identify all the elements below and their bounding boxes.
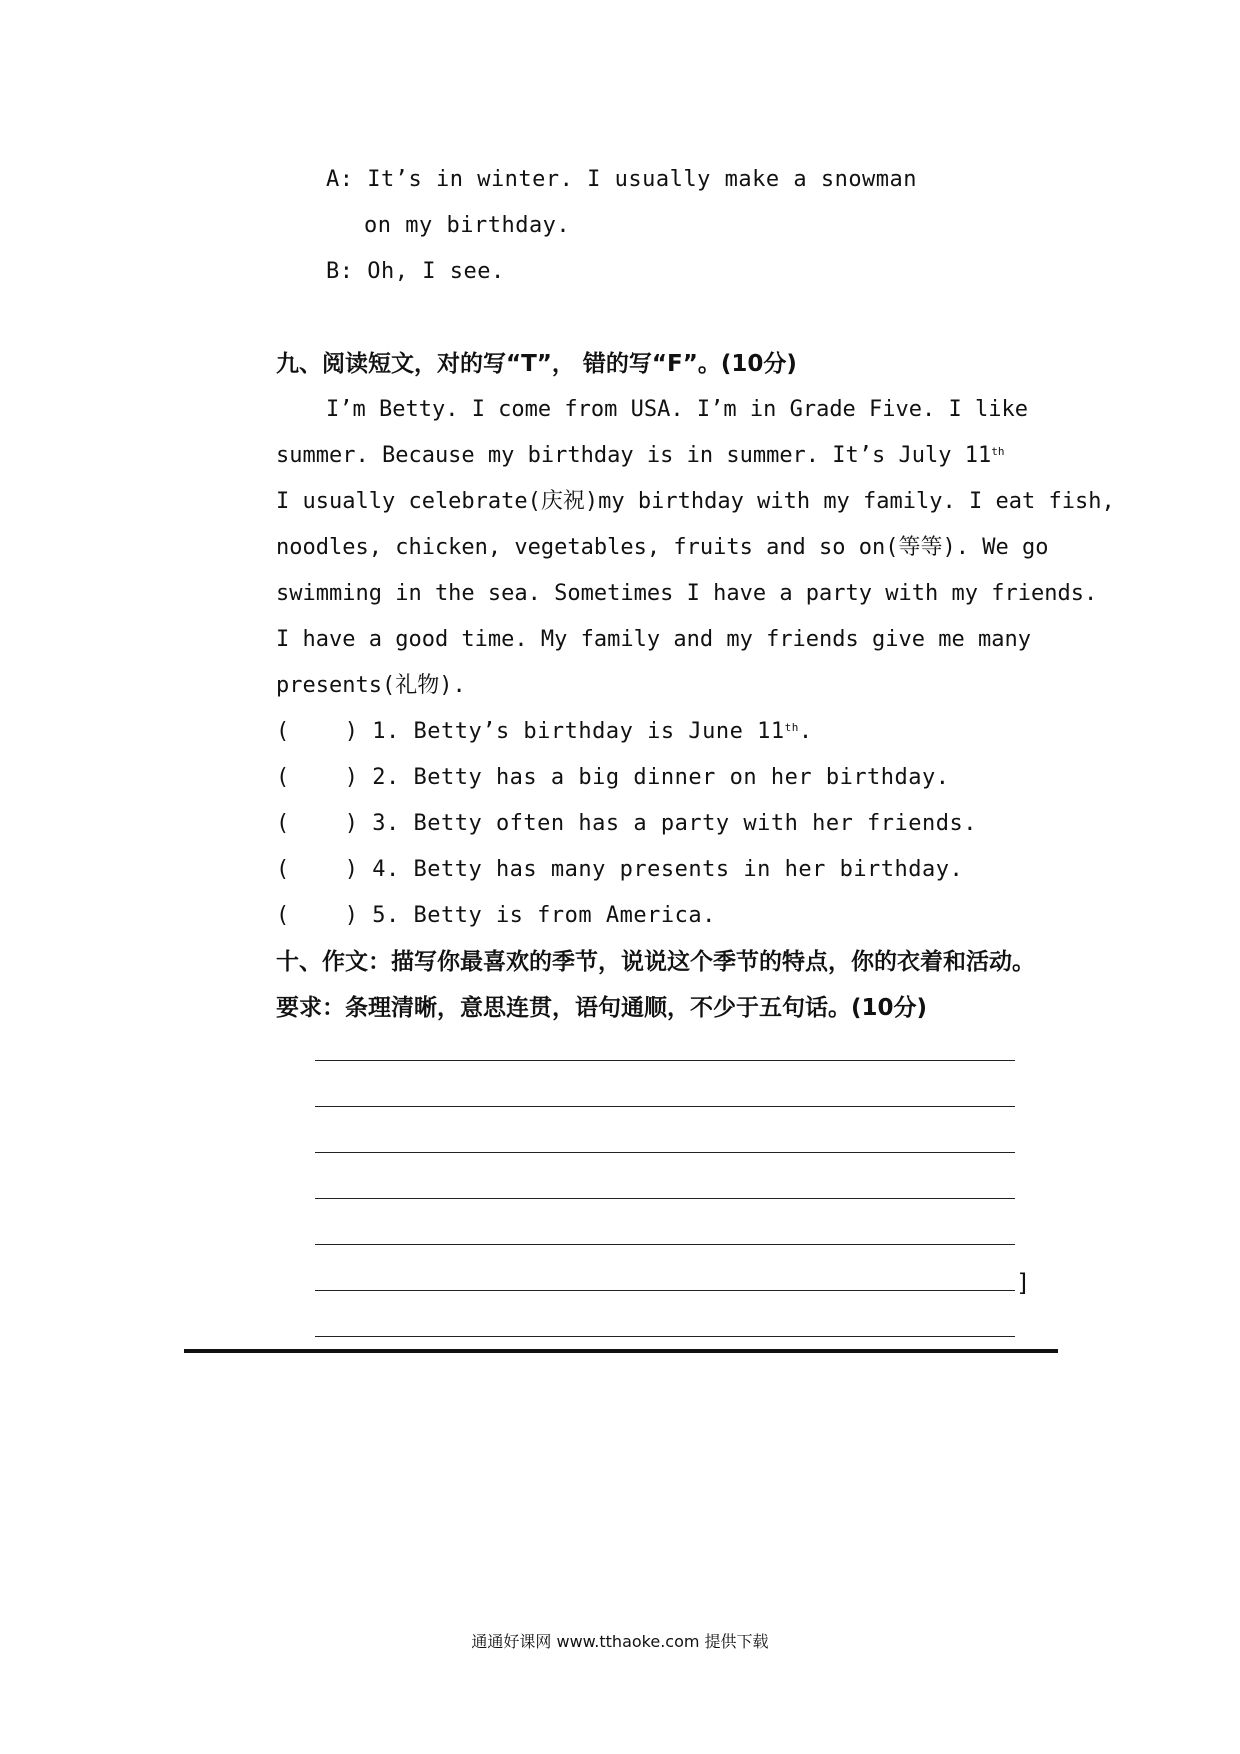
passage-line-2-sup: th bbox=[991, 445, 1005, 458]
question-4 bbox=[276, 855, 963, 885]
dialogue-a-line1: A: It’s in winter. I usually make a snowman bbox=[326, 167, 918, 192]
answer-blank-3[interactable]: ( ) bbox=[276, 811, 359, 836]
passage-line-1: I’m Betty. I come from USA. I’m in Grade Five. I like bbox=[326, 397, 1028, 422]
writing-line-1[interactable] bbox=[315, 1060, 1015, 1061]
writing-line-2[interactable] bbox=[315, 1106, 1015, 1107]
section10-requirement: 要求：条理清晰，意思连贯，语句通顺，不少于五句话。(10分) bbox=[276, 995, 928, 1021]
passage-line-5: swimming in the sea. Sometimes I have a party with my friends. bbox=[276, 581, 1098, 606]
writing-line-7[interactable] bbox=[315, 1336, 1015, 1337]
question-1-sup: th bbox=[784, 721, 799, 734]
passage-line-7: presents(礼物). bbox=[276, 673, 466, 698]
stray-bracket: ] bbox=[1016, 1269, 1031, 1297]
writing-line-6[interactable] bbox=[315, 1290, 1015, 1291]
answer-blank-5[interactable]: ( ) bbox=[276, 903, 359, 928]
question-3-text: 3. Betty often has a party with her friends. bbox=[372, 811, 978, 836]
writing-line-5[interactable] bbox=[315, 1244, 1015, 1245]
writing-line-3[interactable] bbox=[315, 1152, 1015, 1153]
passage-line-2 bbox=[276, 441, 1005, 471]
section-divider bbox=[184, 1349, 1058, 1353]
question-5-text: 5. Betty is from America. bbox=[372, 903, 716, 928]
passage-line-4: noodles, chicken, vegetables, fruits and so on(等等). We go bbox=[276, 535, 1049, 560]
answer-blank-4[interactable]: ( ) bbox=[276, 857, 359, 882]
passage-line-6: I have a good time. My family and my friends give me many bbox=[276, 627, 1031, 652]
passage-line-3: I usually celebrate(庆祝)my birthday with my family. I eat fish, bbox=[276, 489, 1115, 514]
answer-blank-1[interactable]: ( ) bbox=[276, 719, 359, 744]
question-1-end: . bbox=[798, 719, 813, 744]
section10-heading: 十、作文：描写你最喜欢的季节，说说这个季节的特点，你的衣着和活动。 bbox=[276, 949, 1035, 975]
question-2-text: 2. Betty has a big dinner on her birthday. bbox=[372, 765, 950, 790]
question-2 bbox=[276, 763, 950, 793]
writing-line-4[interactable] bbox=[315, 1198, 1015, 1199]
question-1 bbox=[276, 717, 813, 747]
dialogue-a-line2: on my birthday. bbox=[364, 213, 571, 238]
dialogue-b-line: B: Oh, I see. bbox=[326, 259, 505, 284]
answer-blank-2[interactable]: ( ) bbox=[276, 765, 359, 790]
question-1-text: 1. Betty’s birthday is June 11 bbox=[372, 719, 785, 744]
question-4-text: 4. Betty has many presents in her birthday. bbox=[372, 857, 964, 882]
passage-line-2-text: summer. Because my birthday is in summer. It’s July 11 bbox=[276, 443, 992, 468]
question-3 bbox=[276, 809, 977, 839]
section9-heading: 九、阅读短文，对的写“T”， 错的写“F”。(10分) bbox=[276, 351, 797, 377]
question-5 bbox=[276, 901, 716, 931]
footer-source: 通通好课网 www.tthaoke.com 提供下载 bbox=[471, 1632, 769, 1651]
